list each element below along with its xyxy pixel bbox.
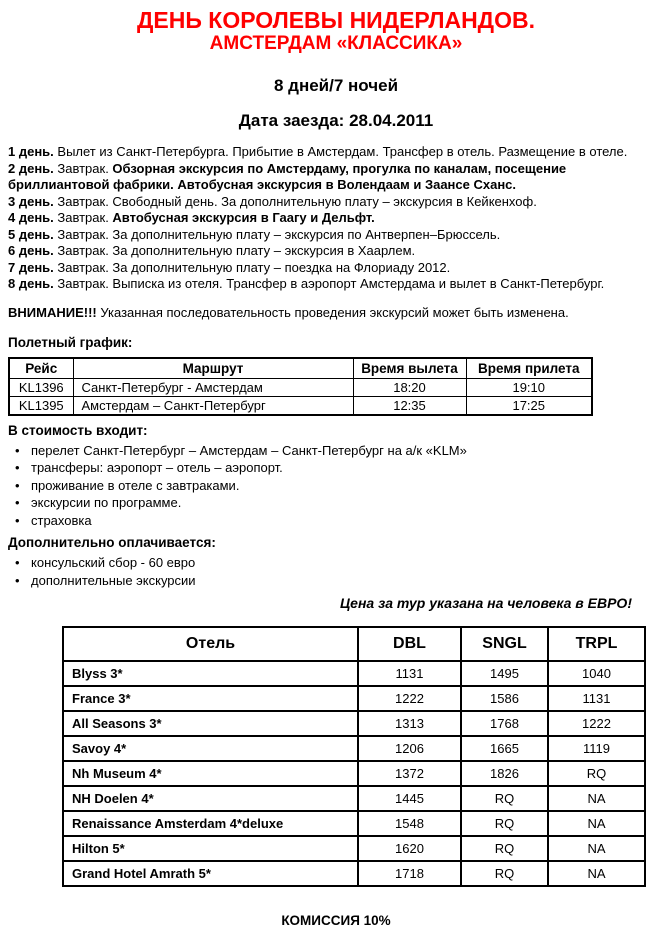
flight-number: KL1396 (9, 378, 73, 396)
price-dbl: 1718 (358, 861, 461, 886)
flight-number: KL1395 (9, 396, 73, 415)
price-trpl: RQ (548, 761, 645, 786)
hotel-column-header: Отель (63, 627, 358, 661)
hotel-name: Renaissance Amsterdam 4*deluxe (63, 811, 358, 836)
price-trpl: NA (548, 786, 645, 811)
price-dbl: 1206 (358, 736, 461, 761)
flight-column-header: Маршрут (73, 358, 353, 379)
hotel-name: All Seasons 3* (63, 711, 358, 736)
flight-column-header: Время вылета (353, 358, 466, 379)
price-dbl: 1313 (358, 711, 461, 736)
hotel-row (63, 661, 645, 686)
hotel-row (63, 786, 645, 811)
tour-duration: 8 дней/7 ночей (273, 76, 399, 95)
itinerary-text: Завтрак. За дополнительную плату – экскурсия по Антверпен–Брюссель. (53, 226, 501, 242)
itinerary-line (8, 144, 664, 161)
included-item (8, 512, 664, 530)
itinerary-line (8, 243, 664, 260)
price-sngl: RQ (461, 811, 548, 836)
flight-schedule-title: Полетный график: (8, 334, 133, 350)
hotel-row (63, 811, 645, 836)
itinerary-bold-text: 3 день. (8, 193, 54, 209)
included-list (8, 442, 664, 530)
hotel-column-header: DBL (358, 627, 461, 661)
price-trpl: NA (548, 836, 645, 861)
itinerary-bold-text: 4 день. (8, 210, 54, 225)
hotel-name: Blyss 3* (63, 661, 358, 686)
included-item-text: проживание в отеле с завтраками. (31, 477, 240, 493)
itinerary-bold-text: 5 день. (8, 226, 54, 242)
extra-paid-item-text: дополнительные экскурсии (31, 572, 196, 588)
price-sngl: 1768 (461, 711, 548, 736)
price-trpl: NA (548, 861, 645, 886)
hotel-name: NH Doelen 4* (63, 786, 358, 811)
flight-route: Амстердам – Санкт-Петербург (73, 396, 353, 415)
itinerary-line (8, 227, 664, 244)
itinerary-text: Завтрак. (53, 210, 113, 225)
hotel-row (63, 686, 645, 711)
hotel-column-header: TRPL (548, 627, 645, 661)
price-note: Цена за тур указана на человека в ЕВРО! (339, 595, 632, 611)
notice-emphasis: ВНИМАНИЕ!!! (8, 304, 97, 320)
price-trpl: NA (548, 811, 645, 836)
arrival-time: 17:25 (466, 396, 592, 415)
hotel-row (63, 861, 645, 886)
price-trpl: 1222 (548, 711, 645, 736)
price-dbl: 1445 (358, 786, 461, 811)
included-item-text: перелет Санкт-Петербург – Амстердам – Санкт-Петербург на а/к «KLM» (31, 442, 467, 458)
itinerary-bold-text: Обзорная экскурсия по Амстердаму, прогулка по каналам, посещение бриллиантовой фабрики. Автобусная экскурсия в Волендаам и Заансе Сханс. (8, 160, 567, 192)
hotel-name: Hilton 5* (63, 836, 358, 861)
page-subtitle: АМСТЕРДАМ «КЛАССИКА» (209, 33, 463, 54)
departure-time: 12:35 (353, 396, 466, 415)
extra-paid-item (8, 572, 664, 590)
itinerary-text: Завтрак. Свободный день. За дополнительную плату – экскурсия в Кейкенхоф. (53, 193, 537, 209)
flight-column-header: Рейс (9, 358, 73, 379)
included-item (8, 477, 664, 495)
page-title: ДЕНЬ КОРОЛЕВЫ НИДЕРЛАНДОВ. (137, 7, 535, 33)
price-sngl: RQ (461, 786, 548, 811)
flight-column-header: Время прилета (466, 358, 592, 379)
itinerary-list (8, 144, 664, 293)
price-dbl: 1620 (358, 836, 461, 861)
flight-route: Санкт-Петербург - Амстердам (73, 378, 353, 396)
arrival-time: 19:10 (466, 378, 592, 396)
departure-time: 18:20 (353, 378, 466, 396)
price-sngl: 1495 (461, 661, 548, 686)
flight-table-body (9, 378, 592, 415)
included-item (8, 459, 664, 477)
bullet-icon: • (15, 477, 20, 493)
included-item-text: страховка (31, 512, 92, 528)
hotel-table-header-row (63, 627, 645, 661)
price-sngl: 1826 (461, 761, 548, 786)
notice-text: Указанная последовательность проведения экскурсий может быть изменена. (96, 304, 569, 320)
arrival-date: Дата заезда: 28.04.2011 (238, 111, 434, 130)
hotel-name: Grand Hotel Amrath 5* (63, 861, 358, 886)
flight-row (9, 396, 592, 415)
price-trpl: 1040 (548, 661, 645, 686)
price-dbl: 1222 (358, 686, 461, 711)
itinerary-bold-text: 7 день. (8, 259, 54, 275)
itinerary-text: Завтрак. За дополнительную плату – поездка на Флориаду 2012. (53, 259, 451, 275)
price-sngl: 1665 (461, 736, 548, 761)
price-dbl: 1548 (358, 811, 461, 836)
commission-note: КОМИССИЯ 10% (281, 913, 391, 928)
itinerary-text: Вылет из Санкт-Петербурга. Прибытие в Амстердам. Трансфер в отель. Размещение в отеле. (53, 144, 628, 159)
price-sngl: 1586 (461, 686, 548, 711)
hotel-price-table (62, 626, 646, 887)
itinerary-bold-text: Автобусная экскурсия в Гаагу и Дельфт. (112, 210, 375, 225)
extra-paid-title: Дополнительно оплачивается: (8, 535, 216, 550)
included-item (8, 442, 664, 460)
itinerary-bold-text: 2 день. (8, 160, 54, 176)
hotel-row (63, 736, 645, 761)
hotel-table-body (63, 661, 645, 886)
flight-table (8, 357, 593, 416)
itinerary-line (8, 210, 664, 227)
itinerary-line (8, 276, 664, 293)
itinerary-text: Завтрак. (53, 160, 113, 176)
extra-paid-item-text: консульский сбор - 60 евро (31, 555, 196, 570)
hotel-name: Savoy 4* (63, 736, 358, 761)
price-dbl: 1372 (358, 761, 461, 786)
price-trpl: 1131 (548, 686, 645, 711)
bullet-icon: • (15, 495, 20, 510)
included-item-text: трансферы: аэропорт – отель – аэропорт. (31, 460, 283, 475)
price-trpl: 1119 (548, 736, 645, 761)
included-item (8, 494, 664, 512)
bullet-icon: • (15, 572, 20, 588)
price-sngl: RQ (461, 861, 548, 886)
itinerary-line (8, 260, 664, 277)
extra-paid-item (8, 554, 664, 572)
itinerary-bold-text: 1 день. (8, 144, 54, 159)
price-dbl: 1131 (358, 661, 461, 686)
bullet-icon: • (15, 555, 20, 570)
itinerary-line (8, 161, 664, 194)
bullet-icon: • (15, 512, 20, 528)
bullet-icon: • (15, 442, 20, 458)
hotel-name: Nh Museum 4* (63, 761, 358, 786)
flight-table-header-row (9, 358, 592, 379)
extra-paid-list (8, 554, 664, 589)
itinerary-line (8, 194, 664, 211)
bullet-icon: • (15, 460, 20, 475)
hotel-name: France 3* (63, 686, 358, 711)
hotel-row (63, 836, 645, 861)
included-title: В стоимость входит: (8, 422, 148, 438)
price-sngl: RQ (461, 836, 548, 861)
itinerary-text: Завтрак. Выписка из отеля. Трансфер в аэропорт Амстердама и вылет в Санкт-Петербург. (53, 276, 605, 291)
itinerary-text: Завтрак. За дополнительную плату – экскурсия в Хаарлем. (53, 243, 416, 258)
itinerary-bold-text: 8 день. (8, 276, 54, 291)
notice-line (8, 305, 664, 321)
hotel-row (63, 711, 645, 736)
itinerary-bold-text: 6 день. (8, 243, 54, 258)
hotel-column-header: SNGL (461, 627, 548, 661)
flight-row (9, 378, 592, 396)
hotel-row (63, 761, 645, 786)
included-item-text: экскурсии по программе. (31, 495, 182, 510)
